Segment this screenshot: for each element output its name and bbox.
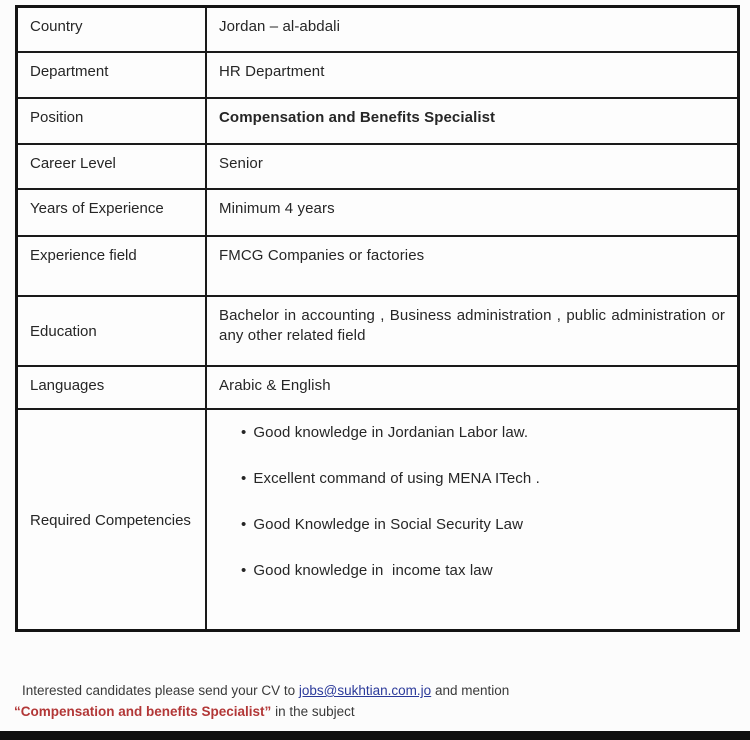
- row-value: HR Department: [206, 52, 739, 98]
- bullet-item: [241, 469, 725, 489]
- table-row: [17, 144, 739, 189]
- row-label: Experience field: [17, 236, 207, 296]
- job-details-table: [15, 5, 740, 632]
- bullet-text: Good knowledge in income tax law: [253, 561, 493, 579]
- table-row: [17, 409, 739, 631]
- note-text-prefix: Interested candidates please send your CV to: [22, 683, 299, 698]
- table-row: [17, 366, 739, 409]
- row-value: Arabic & English: [206, 366, 739, 409]
- bullet-text: Excellent command of using MENA ITech .: [253, 469, 540, 487]
- table-row: [17, 296, 739, 366]
- row-value: Jordan – al-abdali: [206, 7, 739, 52]
- job-table-body: [17, 7, 739, 631]
- row-value: Compensation and Benefits Specialist: [206, 98, 739, 144]
- row-label: Career Level: [17, 144, 207, 189]
- row-label: Country: [17, 7, 207, 52]
- bullet-text: Good Knowledge in Social Security Law: [253, 515, 524, 533]
- bullet-item: [241, 515, 725, 535]
- row-label: Languages: [17, 366, 207, 409]
- row-label: Department: [17, 52, 207, 98]
- email-link[interactable]: jobs@sukhtian.com.jo: [298, 683, 432, 698]
- bullet-item: [241, 561, 725, 581]
- row-label: Required Competencies: [17, 409, 207, 631]
- bullet-icon: •: [241, 469, 247, 487]
- row-value: [206, 409, 739, 631]
- bullet-icon: •: [241, 423, 247, 441]
- application-note-line1: [14, 680, 674, 701]
- row-value: Bachelor in accounting , Business administration , public administration or any other related field: [206, 296, 739, 366]
- bullet-icon: •: [241, 561, 247, 579]
- row-label: Education: [17, 296, 207, 366]
- bullet-item: [241, 423, 725, 443]
- row-value: Minimum 4 years: [206, 189, 739, 236]
- subject-text: in the subject: [271, 704, 355, 719]
- position-highlight: “Compensation and benefits Specialist”: [14, 704, 272, 719]
- bullet-text: Good knowledge in Jordanian Labor law.: [253, 423, 529, 441]
- table-row: [17, 236, 739, 296]
- table-row: [17, 189, 739, 236]
- note-text-suffix: and mention: [431, 683, 510, 698]
- table-row: [17, 7, 739, 52]
- row-label: Years of Experience: [17, 189, 207, 236]
- row-value: FMCG Companies or factories: [206, 236, 739, 296]
- application-note: [14, 680, 674, 722]
- application-note-line2: [14, 701, 674, 722]
- bullet-icon: •: [241, 515, 247, 533]
- row-label: Position: [17, 98, 207, 144]
- table-row: [17, 52, 739, 98]
- bottom-border-bar: [0, 731, 750, 740]
- table-row: [17, 98, 739, 144]
- row-value: Senior: [206, 144, 739, 189]
